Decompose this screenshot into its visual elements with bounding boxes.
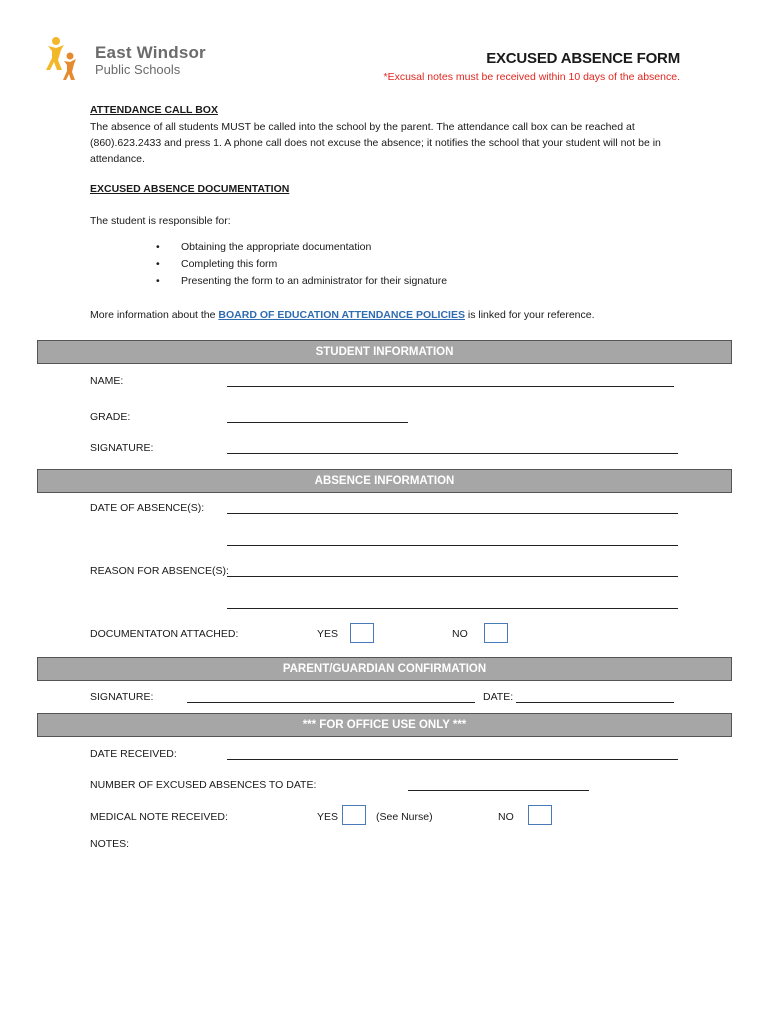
doc-yes-checkbox[interactable] xyxy=(350,623,374,643)
absence-reason-field-2[interactable] xyxy=(227,608,678,609)
doc-no-label: NO xyxy=(452,628,468,640)
policies-link[interactable]: BOARD OF EDUCATION ATTENDANCE POLICIES xyxy=(218,309,465,321)
absence-info-bar: ABSENCE INFORMATION xyxy=(37,469,732,493)
excused-count-field[interactable] xyxy=(408,790,589,791)
date-received-label: DATE RECEIVED: xyxy=(90,748,177,760)
guardian-confirmation-bar: PARENT/GUARDIAN CONFIRMATION xyxy=(37,657,732,681)
responsibility-list xyxy=(156,239,447,290)
medical-no-checkbox[interactable] xyxy=(528,805,552,825)
date-received-field[interactable] xyxy=(227,759,678,760)
medical-no-label: NO xyxy=(498,811,514,823)
guardian-date-label: DATE: xyxy=(483,691,514,703)
student-signature-label: SIGNATURE: xyxy=(90,442,154,454)
doc-no-checkbox[interactable] xyxy=(484,623,508,643)
guardian-signature-field[interactable] xyxy=(187,702,475,703)
more-info xyxy=(90,307,595,323)
more-info-text-end: is linked for your reference. xyxy=(464,309,595,321)
notes-label: NOTES: xyxy=(90,838,130,850)
absence-reason-label: REASON FOR ABSENCE(S): xyxy=(90,565,229,577)
call-box-text: The absence of all students MUST be called into the school by the parent. The attendance call box can be reached at (860).623.2433 and press 1. A phone call does not excuse the absence; it notifies the school that your student will not be in attendance. xyxy=(90,121,661,165)
excused-count-label: NUMBER OF EXCUSED ABSENCES TO DATE: xyxy=(90,779,317,791)
form-note: *Excusal notes must be received within 10 days of the absence. xyxy=(383,71,680,83)
list-item: • Presenting the form to an administrator for their signature xyxy=(156,273,447,290)
see-nurse-label: (See Nurse) xyxy=(376,811,433,823)
medical-yes-checkbox[interactable] xyxy=(342,805,366,825)
absence-reason-field[interactable] xyxy=(227,576,678,577)
office-use-bar: *** FOR OFFICE USE ONLY *** xyxy=(37,713,732,737)
absence-dates-field[interactable] xyxy=(227,513,678,514)
doc-yes-label: YES xyxy=(317,628,339,640)
absence-dates-field-2[interactable] xyxy=(227,545,678,546)
documentation-heading: EXCUSED ABSENCE DOCUMENTATION xyxy=(90,183,290,195)
grade-field[interactable] xyxy=(227,422,408,423)
call-box-heading: ATTENDANCE CALL BOX xyxy=(90,104,218,116)
more-info-text: More information about the xyxy=(90,309,219,321)
logo-figures-icon xyxy=(46,37,76,80)
logo-name: East Windsor xyxy=(95,43,206,62)
guardian-signature-label: SIGNATURE: xyxy=(90,691,154,703)
student-info-bar: STUDENT INFORMATION xyxy=(37,340,732,364)
form-title: EXCUSED ABSENCE FORM xyxy=(486,50,680,67)
guardian-date-field[interactable] xyxy=(516,702,674,703)
documentation-attached-label: DOCUMENTATON ATTACHED: xyxy=(90,628,239,640)
grade-label: GRADE: xyxy=(90,411,131,423)
medical-note-label: MEDICAL NOTE RECEIVED: xyxy=(90,811,228,823)
name-label: NAME: xyxy=(90,375,124,387)
name-field[interactable] xyxy=(227,386,674,387)
student-signature-field[interactable] xyxy=(227,453,678,454)
list-item: • Completing this form xyxy=(156,256,447,273)
list-item: • Obtaining the appropriate documentation xyxy=(156,239,447,256)
documentation-intro: The student is responsible for: xyxy=(90,215,231,227)
absence-dates-label: DATE OF ABSENCE(S): xyxy=(90,502,205,514)
medical-yes-label: YES xyxy=(317,811,339,823)
logo-subtitle: Public Schools xyxy=(95,62,181,77)
